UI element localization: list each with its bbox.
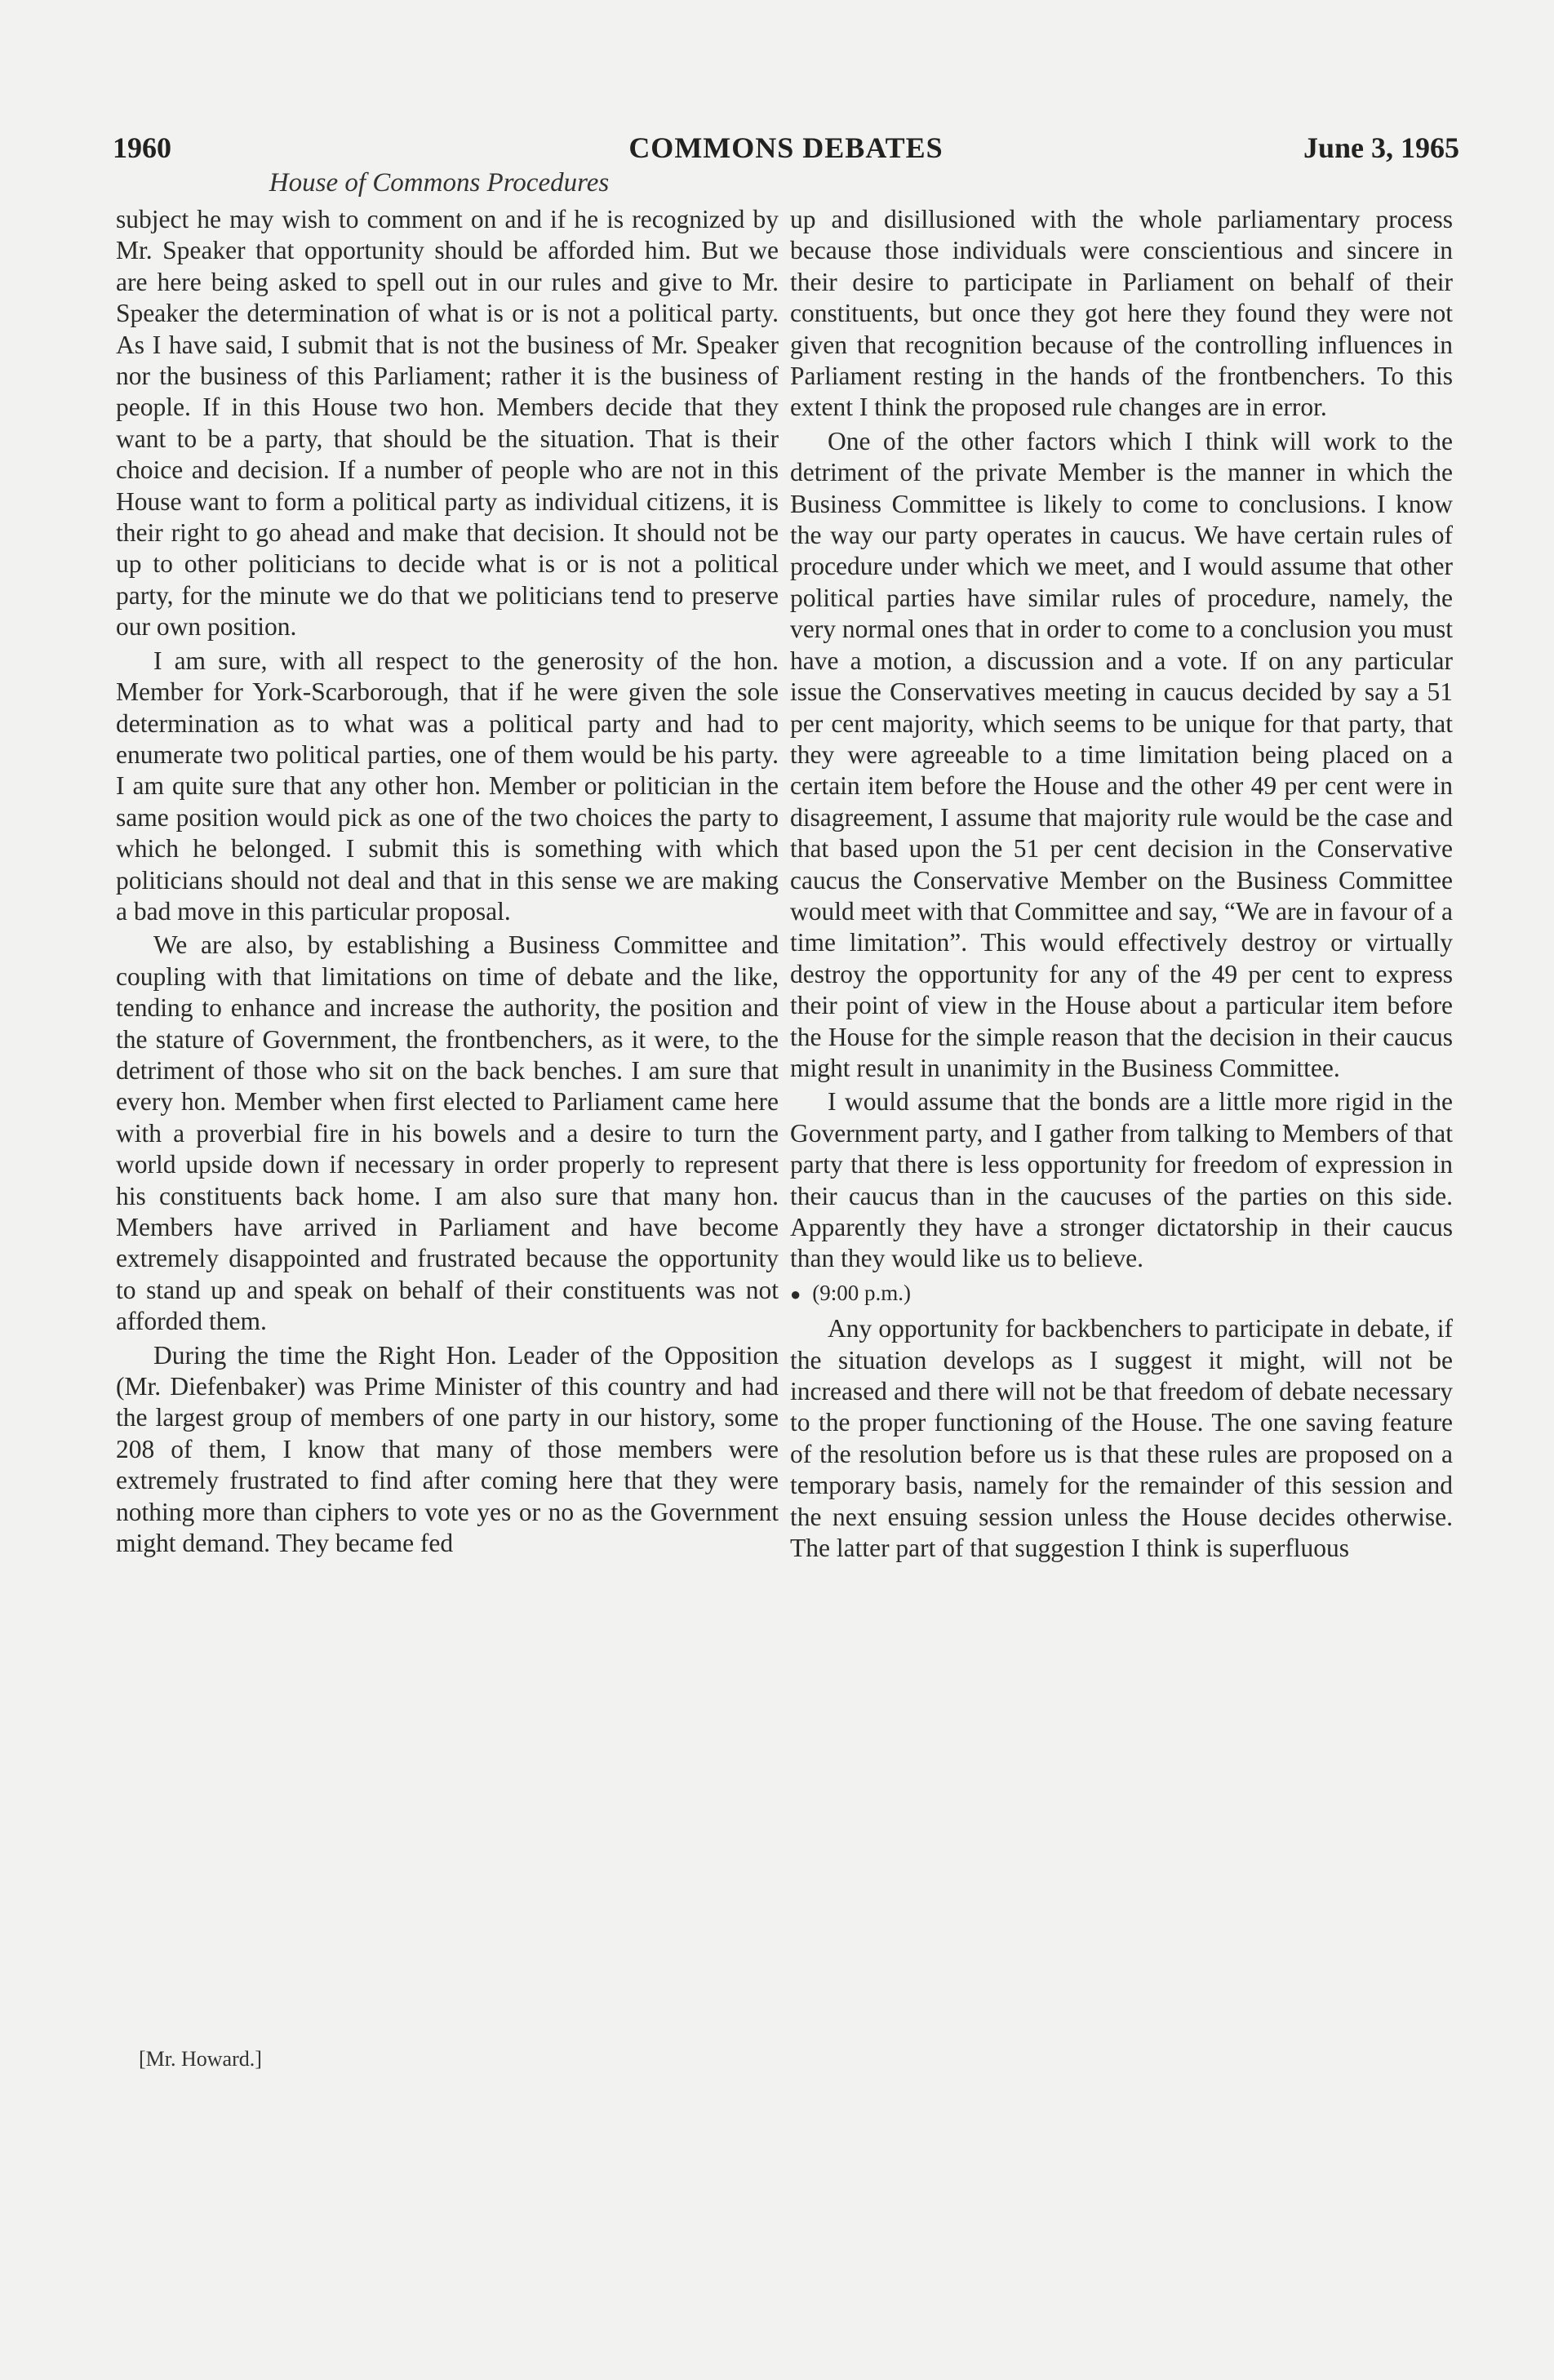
publication-title: COMMONS DEBATES: [628, 131, 944, 164]
page-header: [113, 121, 1459, 170]
speaker-note: [Mr. Howard.]: [139, 2047, 262, 2071]
paragraph: subject he may wish to comment on and if he is recognized by Mr. Speaker that opportunity should be afforded him. But we are here being asked to spell out in our rules and give to Mr. Speaker the determination of what is or is not a political party. As I have said, I submit that is not the business of Mr. Speaker nor the business of this Parliament; rather it is the business of people. If in this House two hon. Members decide that they want to be a party, that should be the situation. That is their choice and decision. If a number of people who are not in this House want to form a political party as individual citizens, it is their right to go ahead and make that decision. It should not be up to other politicians to decide what is or is not a political party, for the minute we do that we politicians tend to preserve our own position.: [116, 205, 779, 642]
paragraph: During the time the Right Hon. Leader of the Opposition (Mr. Diefenbaker) was Prime Minister of this country and had the largest group of members of one party in our history, some 208 of them, I know that many of those members were extremely frustrated to find after coming here that they were nothing more than ciphers to vote yes or no as the Government might demand. They became fed: [116, 1340, 779, 1558]
left-column: [116, 204, 779, 1561]
section-subheading: House of Commons Procedures: [269, 168, 610, 198]
page-number: 1960: [113, 131, 171, 164]
time-marker: [790, 1277, 1453, 1310]
publication-date: June 3, 1965: [1303, 131, 1459, 164]
paragraph: We are also, by establishing a Business Committee and coupling with that limitations on time of debate and the like, tending to enhance and increase the authority, the position and the stature of Government, the frontbenchers, as it were, to the detriment of those who sit on the back benches. I am sure that every hon. Member when first elected to Parliament came here with a proverbial fire in his bowels and a desire to turn the world upside down if necessary in order properly to represent his constituents back home. I am also sure that many hon. Members have arrived in Parliament and have become extremely disappointed and frustrated because the opportunity to stand up and speak on behalf of their constituents was not afforded them.: [116, 930, 779, 1336]
time-marker-text: (9:00 p.m.): [812, 1280, 912, 1305]
paragraph: I am sure, with all respect to the generosity of the hon. Member for York-Scarborough, that if he were given the sole determination as to what was a political party and had to enumerate two political parties, one of them would be his party. I am quite sure that any other hon. Member or politician in the same position would pick as one of the two choices the party to which he belonged. I submit this is something with which politicians should not deal and that in this sense we are making a bad move in this particular proposal.: [116, 646, 779, 926]
paragraph: Any opportunity for backbenchers to participate in debate, if the situation develops as I suggest it might, will not be increased and there will not be that freedom of debate necessary to the proper functioning of the House. The one saving feature of the resolution before us is that these rules are proposed on a temporary basis, namely for the remainder of this session and the next ensuing session unless the House decides otherwise. The latter part of that suggestion I think is superfluous: [790, 1314, 1453, 1563]
paragraph: I would assume that the bonds are a little more rigid in the Government party, and I gather from talking to Members of that party that there is less opportunity for freedom of expression in their caucus than in the caucuses of the parties on this side. Apparently they have a stronger dictatorship in their caucus than they would like us to believe.: [790, 1087, 1453, 1273]
bullet-icon: ●: [790, 1283, 801, 1304]
right-column: [790, 204, 1453, 1566]
paragraph: One of the other factors which I think will work to the detriment of the private Member is the manner in which the Business Committee is likely to come to conclusions. I know the way our party operates in caucus. We have certain rules of procedure under which we meet, and I would assume that other political parties have similar rules of procedure, namely, the very normal ones that in order to come to a conclusion you must have a motion, a discussion and a vote. If on any particular issue the Conservatives meeting in caucus decided by say a 51 per cent majority, which seems to be unique for that party, that they were agreeable to a time limitation being placed on a certain item before the House and the other 49 per cent were in disagreement, I assume that majority rule would be the case and that based upon the 51 per cent decision in the Conservative caucus the Conservative Member on the Business Committee would meet with that Committee and say, “We are in favour of a time limitation”. This would effectively destroy or virtually destroy the opportunity for any of the 49 per cent to express their point of view in the House about a particular item before the House for the simple reason that the decision in their caucus might result in unanimity in the Business Committee.: [790, 426, 1453, 1082]
paragraph: up and disillusioned with the whole parliamentary process because those individuals were conscientious and sincere in their desire to participate in Parliament on behalf of their constituents, but once they got here they found they were not given that recognition because of the controlling influences in Parliament resting in the hands of the frontbenchers. To this extent I think the proposed rule changes are in error.: [790, 205, 1453, 422]
